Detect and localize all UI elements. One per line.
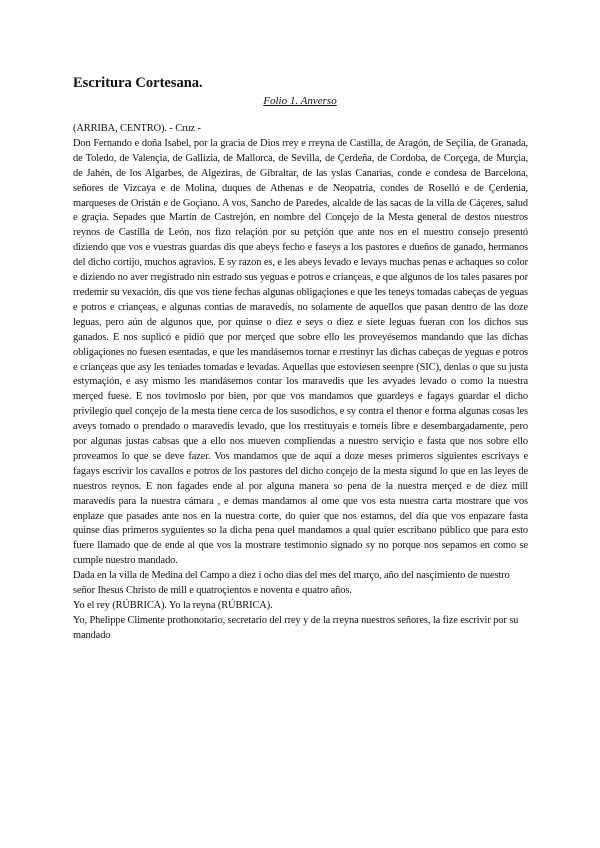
heading-note: (ARRIBA, CENTRO). - Cruz -: [73, 123, 201, 134]
dating-paragraph: Dada en la villa de Medina del Campo a diez i ocho dias del mes del março, año del nasçimiento de nuestro señor Ihesus Christo de mill e quatroçientos e noventa e quatro años.: [73, 570, 510, 597]
main-paragraph: Don Fernando e doña Isabel, por la gracia de Dios rrey e rreyna de Castilla, de Aragón, de Seçilia, de Granada, de Toledo, de Valençia, de Gallizia, de Mallorca, de Sevilla, de Çerdeña, de Cordoba, de Corçega, de Murçia, de Jahén, de los Algarbes, de Algeziras, de Gibraltar, de las yslas Canarias, conde e condesa de Barcelona, señores de Vizcaya e de Molina, duques de Athenas e de Neopatria, condes de Roselló e de Çerdenia, marqueses de Oristán e de Goçiano. A vos, Sancho de Paredes, alcalde de las sacas de la villa de Cáçeres, salud e graçia. Sepades que Martín de Castrejón, en nombre del Conçejo de la Mesta general de destos nuestros reynos de Castilla de León, nos fizo relaçión por su petçión que ante nos en el nuestro consejo presentó diziendo que vos e vuestras guardas dis que abeys fecho e faseys a los pastores e dueños de ganado, hermanos del dicho cortijo, muchos agravios. E sy razon es, e les abeys levado e levays muchas penas e achaques so color e diziendo no aver rregistrado nin estrado sus yeguas e potros e criançeas, e que algunos de los tales pasares por rredemir su vexación, dis que vos tiene fechas algunas obligaçiones e que les teneys tomadas cabeças de yeguas e potros e criançeas, e algunas contias de maravedís, no solamente de aquellos que pasan dentro de las doze leguas, pero aún de algunos que, por quinse o diez e seys o diez e siete leguas fueran con los dichos sus ganados. E nos suplicó e pidió que por merçed que sobre ello les proveyésemos mandando que las dichas obligaçiones no fuesen esentadas, e que les mandásemos tornar e rrestinyr las dichas cabeças de yeguas e potros e criançeas que asy les teniades tomadas e levadas. Aquellas que estoviesen seenpre (SIC), denlas o que su justa estymaçión, e asy mismo les mandásemos contar los maravedis que les avyades levado o como la nuestra merçed fuese. E nos tovimoslo por bien, por que vos mandamos que guardeys e fagays guardar el dicho privilegio quel conçejo de la mesta tiene cerca de los susodichos, e sy contra el thenor e forma algunas cosas les aveys tomado o prendado o maravedis levado, que los rrestituyais e torneis libre e desembargadamente, pero por algunas justas cabsas que a ello nos mueven compliendas a nuestro serviçio e fasta que nos sobre ello proveamos lo que se deve fazer. Vos mandamos que de aquí a doze meses primeros siguientes escrivays e fagays escrivir los cavallos e potros de los pastores del dicho conçejo de la mesta sigund lo que en las leyes de nuestros reynos. E non fagades ende al por alguna manera so pena de la nuestra merçed e de diez mill maravedís para la nuestra cámara , e demas mandamos al ome que vos esta nuestra carta mostrare que vos enplaze que pasades ante nos en la nuestra corte, do quier que nos estamos, del día que vos enpazare fasta quinse dias primeros syguientes so la dicha pena quel mandamos a qual quier escribano público que para esto fuere llamado que de ende al que vos la mostrare testimonio signado sy no porque nos sepamos en como se cumple nuestro mandado.: [73, 137, 528, 567]
document-title: Escritura Cortesana.: [73, 75, 203, 91]
folio-subtitle: Folio 1. Anverso: [263, 95, 337, 107]
closing-paragraph: Yo, Phelippe Climente prothonotario, secretario del rrey y de la rreyna nuestros señores, la fize escrivir por su mandado: [73, 614, 519, 641]
document-body: [73, 122, 528, 644]
signature-line: Yo el rey (RÚBRICA). Yo la reyna (RÚBRICA).: [73, 600, 273, 611]
